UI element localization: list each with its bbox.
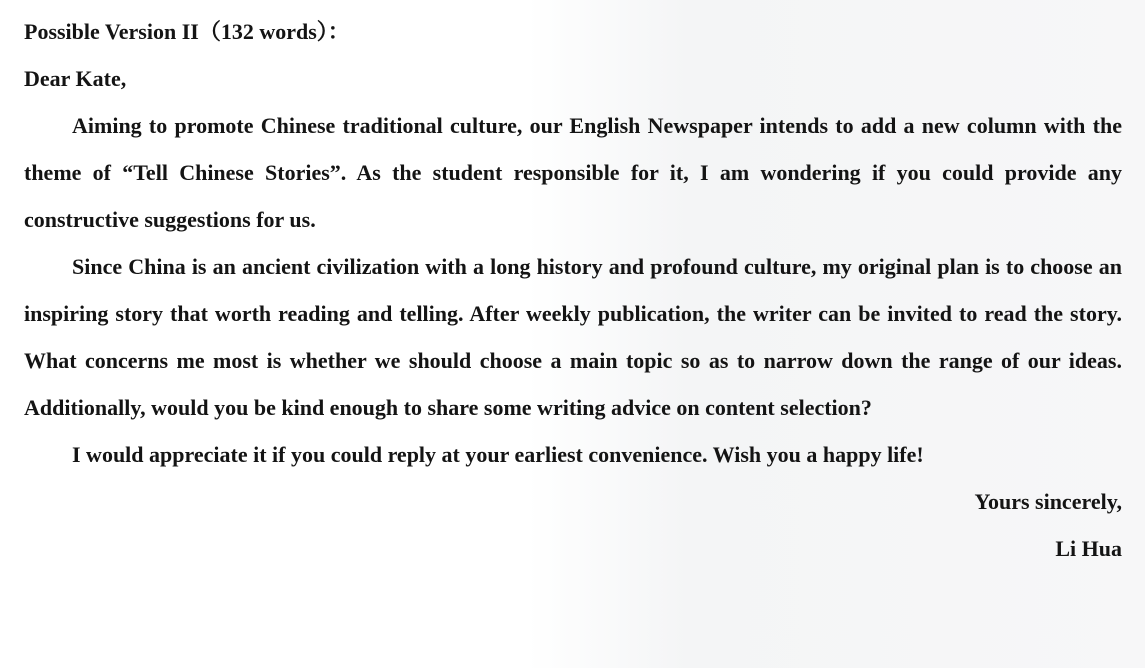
body-paragraph-2: Since China is an ancient civilization with a long history and profound culture, my original plan is to choose an inspiring story that worth reading and telling. After weekly publication, the writer can be invited to read the story. What concerns me most is whether we should choose a main topic so as to narrow down the range of our ideas. Additionally, would you be kind enough to share some writing advice on content selection? <box>24 254 1122 420</box>
salutation: Dear Kate, <box>24 66 127 91</box>
signature: Li Hua <box>1055 536 1122 561</box>
closing: Yours sincerely, <box>974 489 1122 514</box>
body-paragraph-1: Aiming to promote Chinese traditional culture, our English Newspaper intends to add a new column with the theme of “Tell Chinese Stories”. As the student responsible for it, I am wondering if you could provide any constructive suggestions for us. <box>24 113 1122 232</box>
body-paragraph-3: I would appreciate it if you could reply at your earliest convenience. Wish you a happy life! <box>72 442 924 467</box>
version-label: Possible Version II（132 words）： <box>24 19 350 44</box>
